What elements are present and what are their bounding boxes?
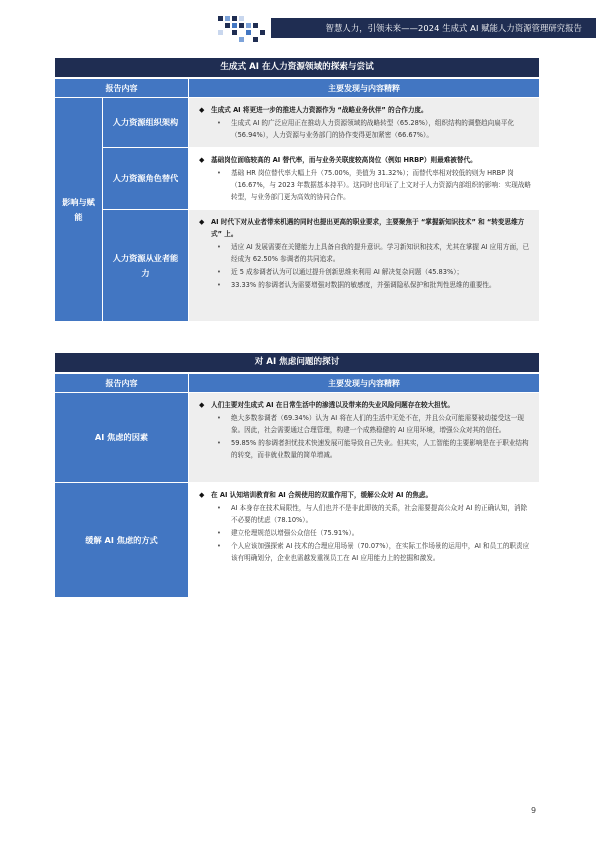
sub-point-text: 59.85% 的参调者担忧技术快速发展可能导致自己失业。但其实，人工智能的主要影响是在于职业结构的转变，而非就业数量的简单增减。 [231, 439, 529, 459]
dot-bullet-icon: • [217, 119, 221, 127]
dot-bullet-icon: • [217, 281, 221, 289]
dot-bullet-icon: • [217, 542, 221, 550]
dot-bullet-icon: • [217, 169, 221, 177]
sub-point-text: 生成式 AI 的广泛应用正在推动人力资源领域的战略转型（65.28%），组织结构的调整趋向扁平化（56.94%），人力资源与业务部门的协作变得更加紧密（66.67%）。 [231, 119, 515, 139]
sub-point-text: 绝大多数参调者（69.34%）认为 AI 将在人们的生活中无处不在，并且公众可能需要被动接受这一现象。因此，社会需要通过合理管理，构建一个成熟稳健的 AI 应用环境，增强公众对其的信任。 [231, 414, 524, 434]
row-content [189, 148, 539, 209]
sub-point-text: 个人应该加强探索 AI 技术的合理应用场景（70.07%），在实际工作场景的运用中，AI 和员工的职责应该有明确划分，企业也需越发重视员工在 AI 应用能力上的挖掘和激发。 [231, 542, 530, 562]
dot-bullet-icon: • [217, 529, 221, 537]
sub-point-text: 近 5 成参调者认为可以通过提升创新思维来利用 AI 解决复杂问题（45.83%）； [231, 268, 464, 276]
table-row [55, 483, 539, 597]
row-label [55, 483, 188, 597]
sub-point [217, 412, 531, 436]
sub-point-text: 适应 AI 发展需要在关键能力上具备自我的提升意识。学习新知识和技术，尤其在掌握 AI 应用方面，已经成为 62.50% 参调者的共同追求。 [231, 243, 530, 263]
table-ai-anxiety [55, 353, 539, 597]
sub-point [217, 167, 531, 203]
dot-bullet-icon: • [217, 414, 221, 422]
row-label-text: 缓解 AI 焦虑的方式 [85, 534, 158, 545]
sub-point [217, 527, 531, 539]
page-number: 9 [531, 806, 537, 815]
main-point-text: AI 时代下对从业者带来机遇的同时也提出更高的职业要求，主要聚焦于 “掌握新知识技术” 和 “转变思维方式” 上。 [211, 218, 525, 238]
sub-point [217, 502, 531, 526]
main-point [199, 154, 531, 166]
row-label-text: 人力资源组织架构 [112, 117, 179, 127]
table-row [103, 148, 539, 209]
row-label [103, 210, 188, 321]
row-label-text: 人力资源角色替代 [112, 173, 179, 183]
header-pixel-decoration [216, 12, 268, 42]
sub-point [217, 279, 531, 291]
table-ai-hr-exploration [55, 58, 539, 321]
table-row [55, 393, 539, 482]
column-header-report-content: 报告内容 [55, 79, 188, 97]
sub-point-text: 33.33% 的参调者认为需要增强对数据的敏感度，并强调隐私保护和批判性思维的重要性。 [231, 281, 496, 289]
main-point [199, 489, 531, 501]
sub-point [217, 241, 531, 265]
sub-point-text: 建立伦理规范以增强公众信任（75.91%）。 [231, 529, 359, 537]
diamond-bullet-icon: ◆ [199, 156, 205, 164]
main-point-text: 基础岗位面临较高的 AI 替代率，而与业务关联度较高岗位（例如 HRBP）则最难被替代。 [211, 156, 477, 164]
group-label-impact [55, 98, 102, 321]
sub-point [217, 117, 531, 141]
column-header-main-findings: 主要发现与内容精粹 [189, 374, 539, 392]
group-label-text: 影响与赋能 [62, 196, 95, 222]
sub-point [217, 437, 531, 461]
dot-bullet-icon: • [217, 268, 221, 276]
group-rows [103, 98, 539, 321]
table-row [103, 210, 539, 321]
row-content [189, 483, 539, 597]
dot-bullet-icon: • [217, 504, 221, 512]
main-point-text: 在 AI 认知培训教育和 AI 合规使用的双重作用下，缓解公众对 AI 的焦虑。 [211, 491, 433, 499]
row-label-text: 人力资源从业者能力 [112, 252, 179, 278]
table-header-row [55, 374, 539, 392]
sub-point-text: 基础 HR 岗位替代率大幅上升（75.00%，美值为 31.32%）；而替代率相对较低的则为 HRBP 岗（16.67%，与 2023 年数据基本持平）。这同时也印证了上文对于人力资源内部组织的影响：实现战略转型，与业务部门更为高效的协同合作。 [231, 169, 531, 201]
row-label [103, 98, 188, 147]
diamond-bullet-icon: ◆ [199, 401, 205, 409]
row-label-text: AI 焦虑的因素 [94, 432, 149, 442]
sub-point-text: AI 本身存在技术局限性，与人们也并不是非此即彼的关系，社会需要提高公众对 AI 的正确认知，消除不必要的忧虑（78.10%）。 [231, 504, 528, 524]
diamond-bullet-icon: ◆ [199, 491, 205, 499]
table-title: 对 AI 焦虑问题的探讨 [55, 353, 539, 372]
dot-bullet-icon: • [217, 439, 221, 447]
sub-point [217, 540, 531, 564]
header-title-bar [271, 18, 596, 38]
report-title: 智慧人力，引领未来——2024 生成式 AI 赋能人力资源管理研究报告 [325, 23, 582, 33]
main-point [199, 216, 531, 240]
main-point [199, 399, 531, 411]
row-content [189, 393, 539, 482]
main-point-text: 人们主要对生成式 AI 在日常生活中的渗透以及带来的失业风险问题存在较大担忧。 [211, 401, 454, 409]
row-label [55, 393, 188, 482]
column-header-report-content: 报告内容 [55, 374, 188, 392]
table-title: 生成式 AI 在人力资源领域的探索与尝试 [55, 58, 539, 77]
main-point [199, 104, 531, 116]
row-label [103, 148, 188, 209]
table-row [103, 98, 539, 147]
dot-bullet-icon: • [217, 243, 221, 251]
table-body [55, 98, 539, 321]
main-point-text: 生成式 AI 将更进一步的推进人力资源作为 “战略业务伙伴” 的合作力度。 [211, 106, 428, 114]
row-content [189, 210, 539, 321]
diamond-bullet-icon: ◆ [199, 106, 205, 114]
diamond-bullet-icon: ◆ [199, 218, 205, 226]
table-header-row [55, 79, 539, 97]
sub-point [217, 266, 531, 278]
row-content [189, 98, 539, 147]
column-header-main-findings: 主要发现与内容精粹 [189, 79, 539, 97]
